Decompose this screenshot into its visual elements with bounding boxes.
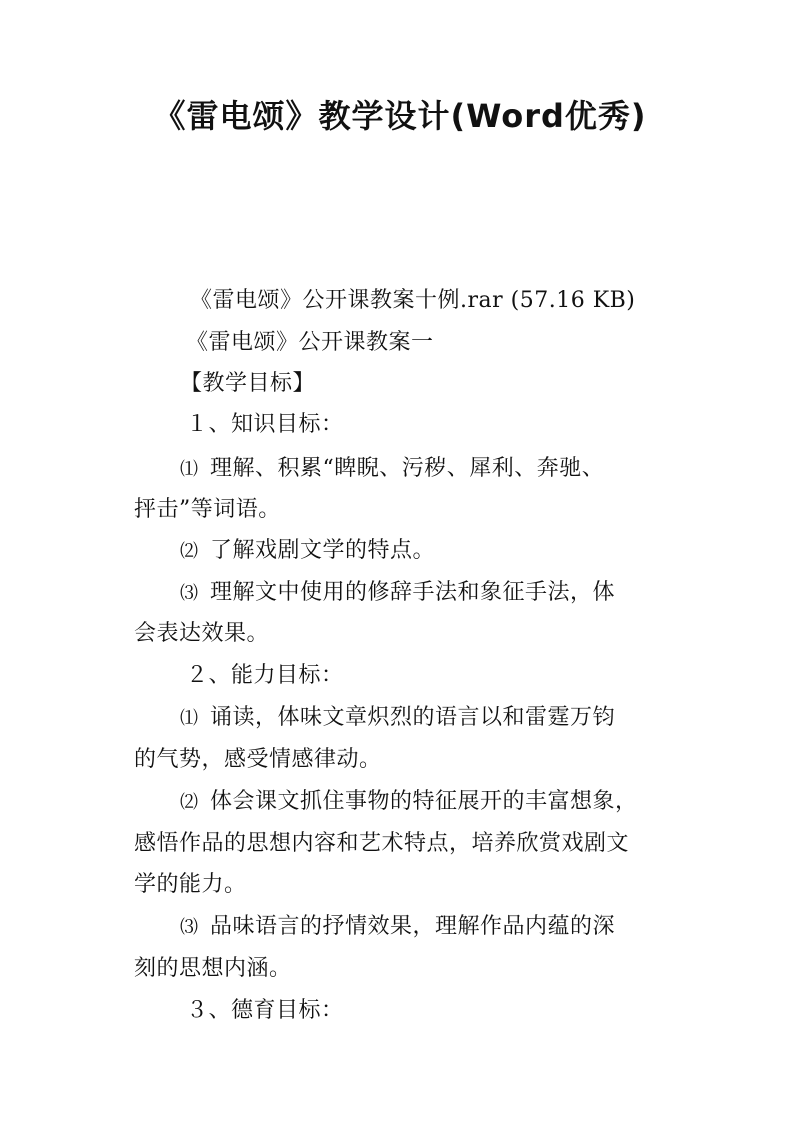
item-text: 了解戏剧文学的特点。 (210, 538, 436, 563)
item-number: ⑶ (180, 583, 199, 604)
ability-item-2-line-3: 学的能力。 (134, 872, 247, 897)
knowledge-item-3-line-2: 会表达效果。 (134, 621, 270, 646)
ability-item-2-line-2: 感悟作品的思想内容和艺术特点，培养欣赏戏剧文 (134, 831, 630, 856)
lesson-heading: 《雷电颂》公开课教案一 (186, 330, 434, 355)
document-title: 《雷电颂》教学设计(Word优秀) (153, 97, 647, 135)
item-number: ⑴ (180, 708, 199, 729)
item-text: 理解文中使用的修辞手法和象征手法，体 (210, 580, 616, 605)
knowledge-item-1-line-1 (180, 454, 604, 485)
ability-item-1-line-2: 的气势，感受情感律动。 (134, 747, 382, 772)
ability-goal-heading: ２、能力目标： (186, 663, 344, 688)
moral-goal-heading: ３、德育目标： (186, 998, 344, 1023)
item-number: ⑵ (180, 792, 199, 813)
item-text: 诵读，体味文章炽烈的语言以和雷霆万钧 (210, 705, 616, 730)
knowledge-item-1-line-2: 抨击”等词语。 (134, 497, 281, 522)
knowledge-item-3-line-1 (180, 578, 615, 609)
item-text: 体会课文抓住事物的特征展开的丰富想象， (210, 789, 638, 814)
section-heading: 【教学目标】 (180, 371, 316, 396)
item-number: ⑶ (180, 917, 199, 938)
knowledge-item-2 (180, 536, 435, 567)
knowledge-goal-heading: １、知识目标： (186, 412, 344, 437)
ability-item-1-line-1 (180, 703, 615, 734)
ability-item-3-line-1 (180, 912, 615, 943)
item-number: ⑵ (180, 541, 199, 562)
item-text: 理解、积累“睥睨、污秽、犀利、奔驰、 (210, 456, 605, 481)
ability-item-3-line-2: 刻的思想内涵。 (134, 956, 292, 981)
ability-item-2-line-1 (180, 787, 638, 818)
attachment-line: 《雷电颂》公开课教案十例.rar (57.16 KB) (190, 288, 636, 313)
item-number: ⑴ (180, 459, 199, 480)
item-text: 品味语言的抒情效果，理解作品内蕴的深 (210, 914, 616, 939)
